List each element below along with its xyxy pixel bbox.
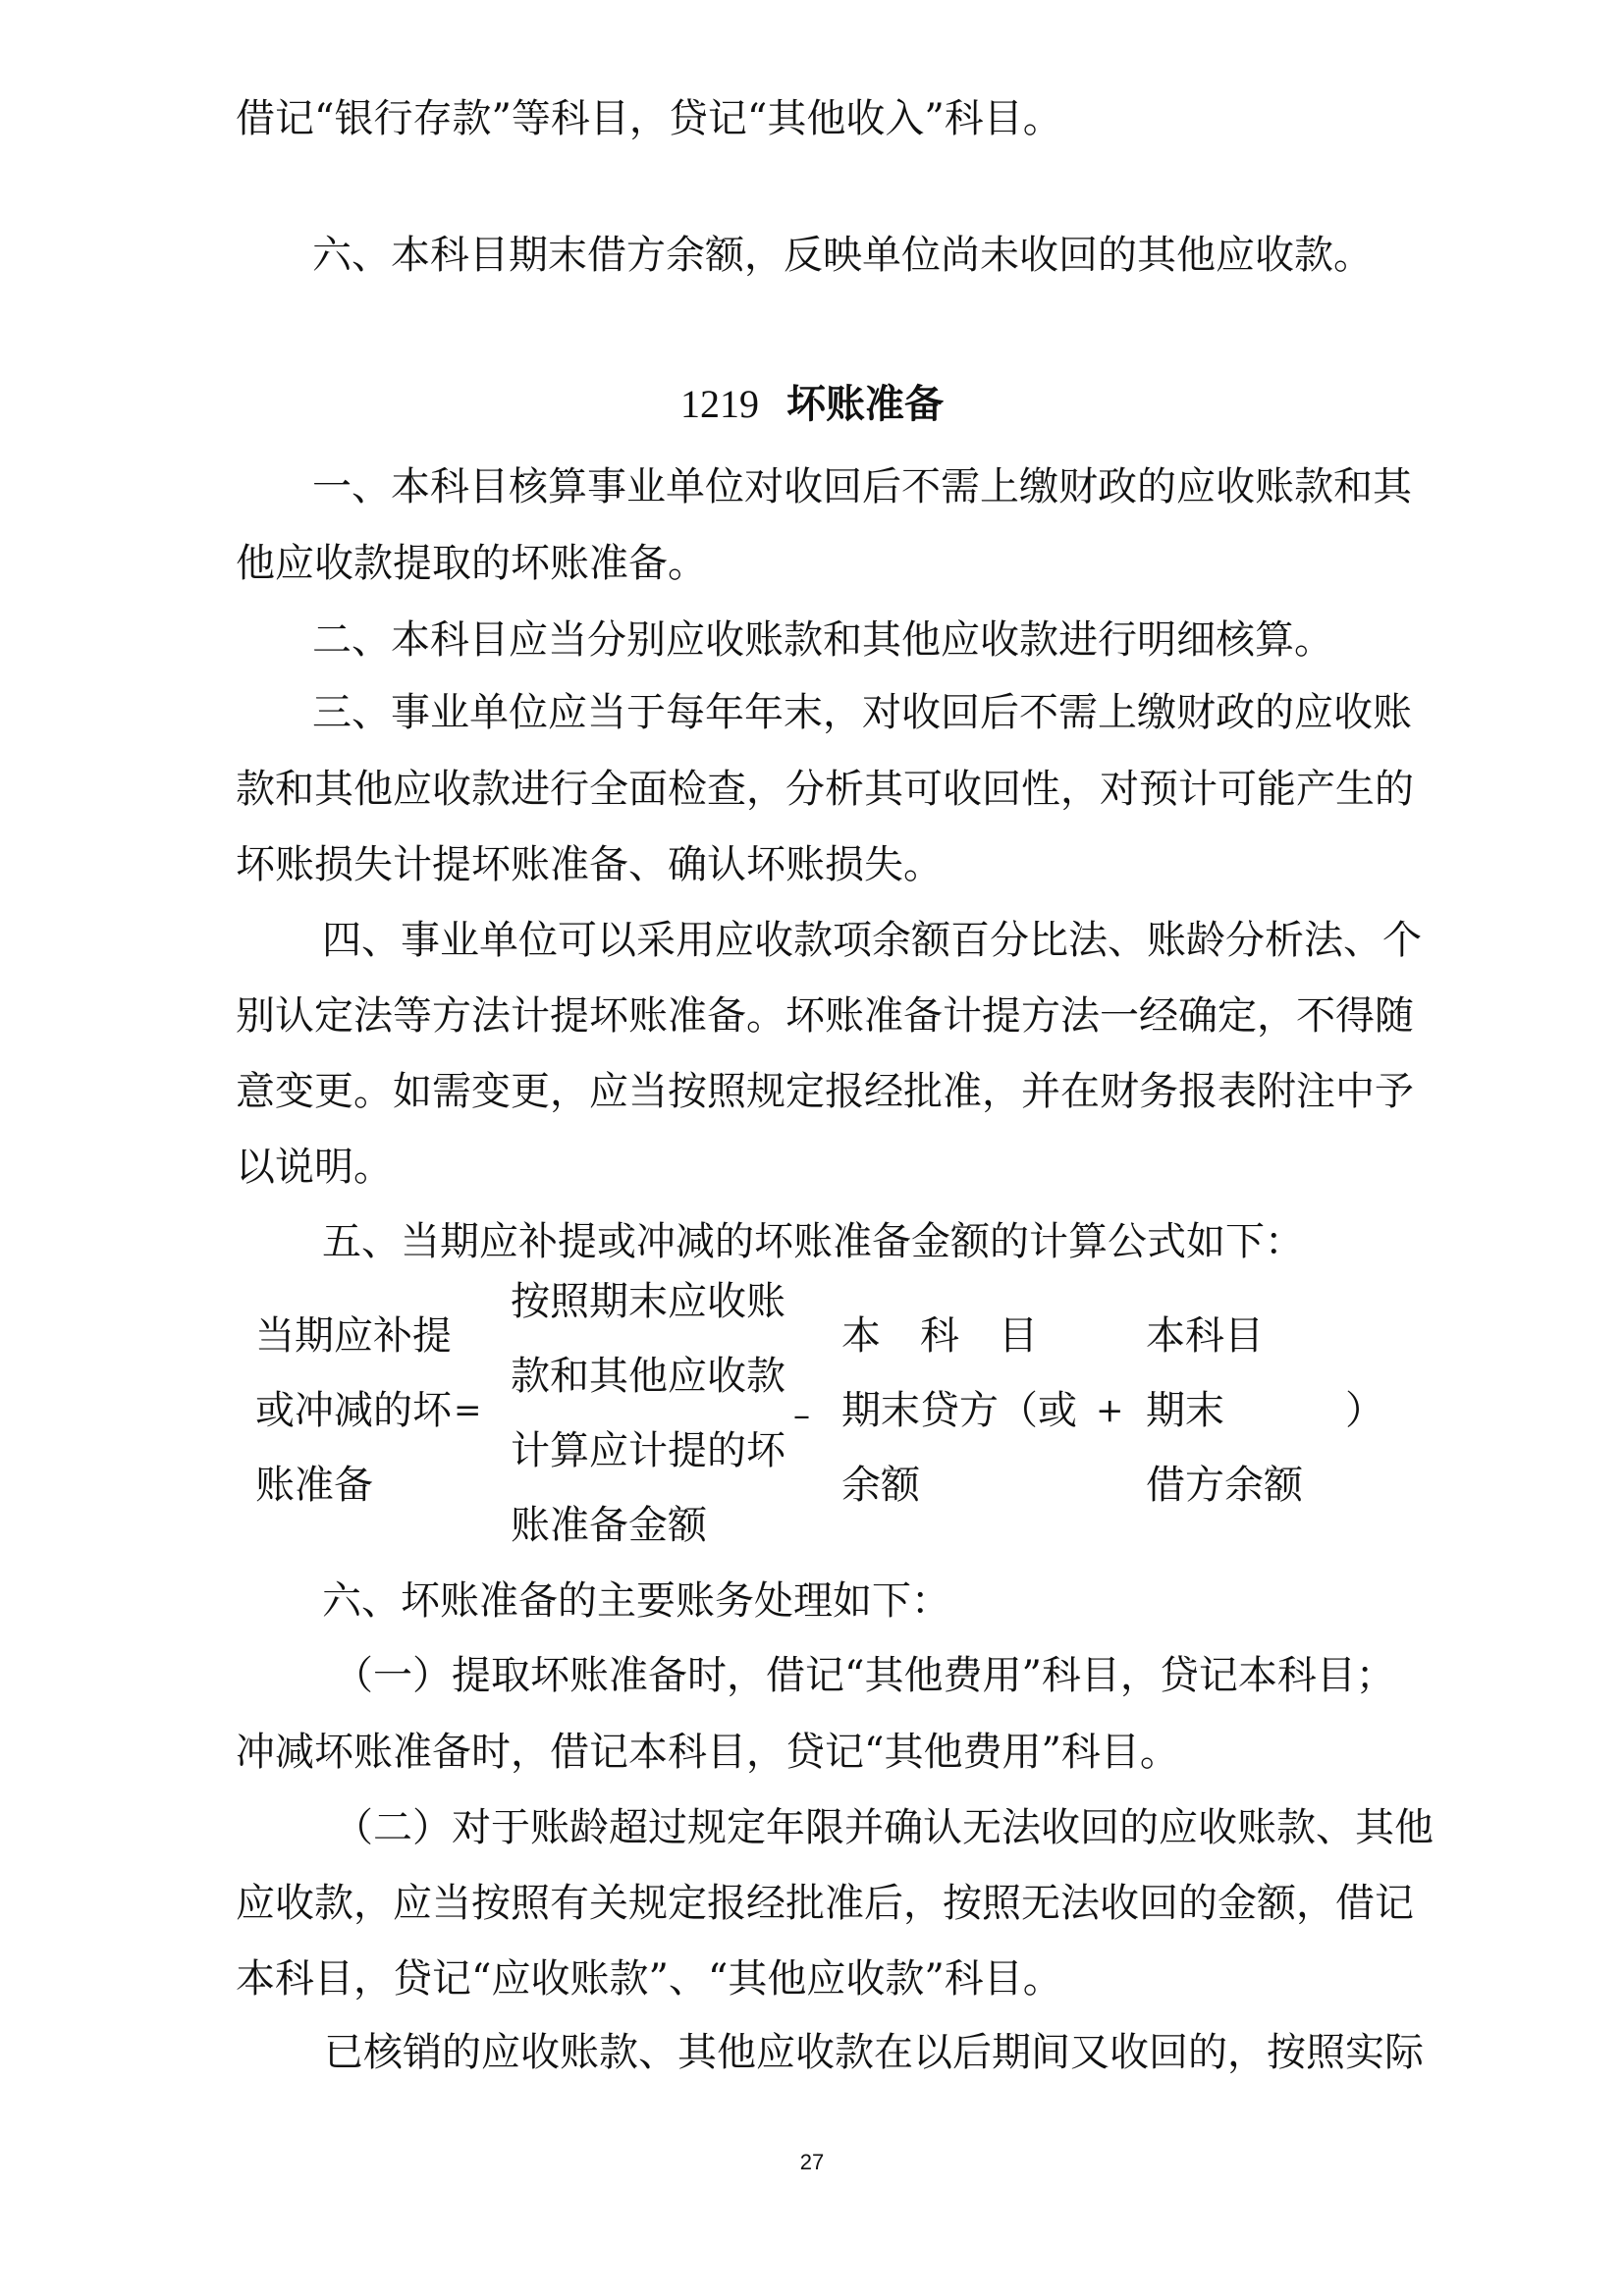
formula-term3-line: 本科目 (1146, 1313, 1264, 1359)
paragraph-line: 坏账损失计提坏账准备、确认坏账损失。 (236, 842, 943, 887)
formula-term2-line: 余额 (841, 1463, 920, 1508)
paragraph-line: 冲减坏账准备时，借记本科目，贷记“其他费用”科目。 (236, 1730, 1179, 1775)
formula-term1-line: 账准备金额 (511, 1503, 707, 1548)
paragraph-line: 借记“银行存款”等科目，贷记“其他收入”科目。 (236, 96, 1062, 141)
paragraph-line: 本科目，贷记“应收账款”、“其他应收款”科目。 (236, 1956, 1062, 2002)
formula-minus: – (793, 1396, 810, 1435)
paragraph-line: 四、事业单位可以采用应收款项余额百分比法、账龄分析法、个 (322, 918, 1422, 963)
formula-term1-line: 按照期末应收账 (511, 1279, 785, 1324)
paragraph-line: （二）对于账龄超过规定年限并确认无法收回的应收账款、其他 (334, 1805, 1434, 1850)
formula-term1-line: 款和其他应收款 (511, 1354, 785, 1399)
paragraph-line: 别认定法等方法计提坏账准备。坏账准备计提方法一经确定，不得随 (236, 993, 1414, 1039)
paragraph-line: 以说明。 (236, 1145, 393, 1190)
formula-lhs-line: 或冲减的坏 (255, 1388, 452, 1433)
paragraph-line: 意变更。如需变更，应当按照规定报经批准，并在财务报表附注中予 (236, 1069, 1414, 1114)
section-code: 1219 (680, 382, 759, 426)
paragraph-line: 五、当期应补提或冲减的坏账准备金额的计算公式如下： (322, 1219, 1304, 1264)
formula-term2-line: 期末贷方（或 (841, 1388, 1077, 1433)
formula-close-paren: ） (1345, 1388, 1384, 1433)
paragraph-line: 三、事业单位应当于每年年末，对收回后不需上缴财政的应收账 (312, 690, 1412, 735)
formula-term3-line: 期末 (1146, 1388, 1224, 1433)
formula-lhs-line: 账准备 (255, 1463, 373, 1508)
paragraph-line: 一、本科目核算事业单位对收回后不需上缴财政的应收账款和其 (312, 464, 1412, 509)
paragraph-line: 已核销的应收账款、其他应收款在以后期间又收回的，按照实际 (324, 2030, 1424, 2075)
formula-term1-line: 计算应计提的坏 (511, 1428, 785, 1473)
paragraph-line: 他应收款提取的坏账准备。 (236, 541, 707, 586)
paragraph-line: 二、本科目应当分别应收账款和其他应收款进行明细核算。 (312, 617, 1333, 663)
paragraph-line: 六、坏账准备的主要账务处理如下： (322, 1578, 950, 1624)
paragraph-line: （一）提取坏账准备时，借记“其他费用”科目，贷记本科目； (334, 1653, 1395, 1698)
formula-term2-line: 本 科 目 (841, 1313, 1038, 1359)
formula-plus: + (1096, 1391, 1124, 1430)
paragraph-line: 应收款，应当按照有关规定报经批准后，按照无法收回的金额，借记 (236, 1881, 1414, 1926)
paragraph-line: 款和其他应收款进行全面检查，分析其可收回性，对预计可能产生的 (236, 767, 1414, 812)
section-heading (0, 381, 1624, 428)
page-number: 27 (799, 2150, 825, 2174)
section-title: 坏账准备 (786, 382, 944, 427)
formula-equals: = (454, 1391, 482, 1430)
paragraph-line: 六、本科目期末借方余额，反映单位尚未收回的其他应收款。 (312, 233, 1373, 278)
formula-lhs-line: 当期应补提 (255, 1313, 452, 1359)
formula-term3-line: 借方余额 (1146, 1463, 1303, 1508)
